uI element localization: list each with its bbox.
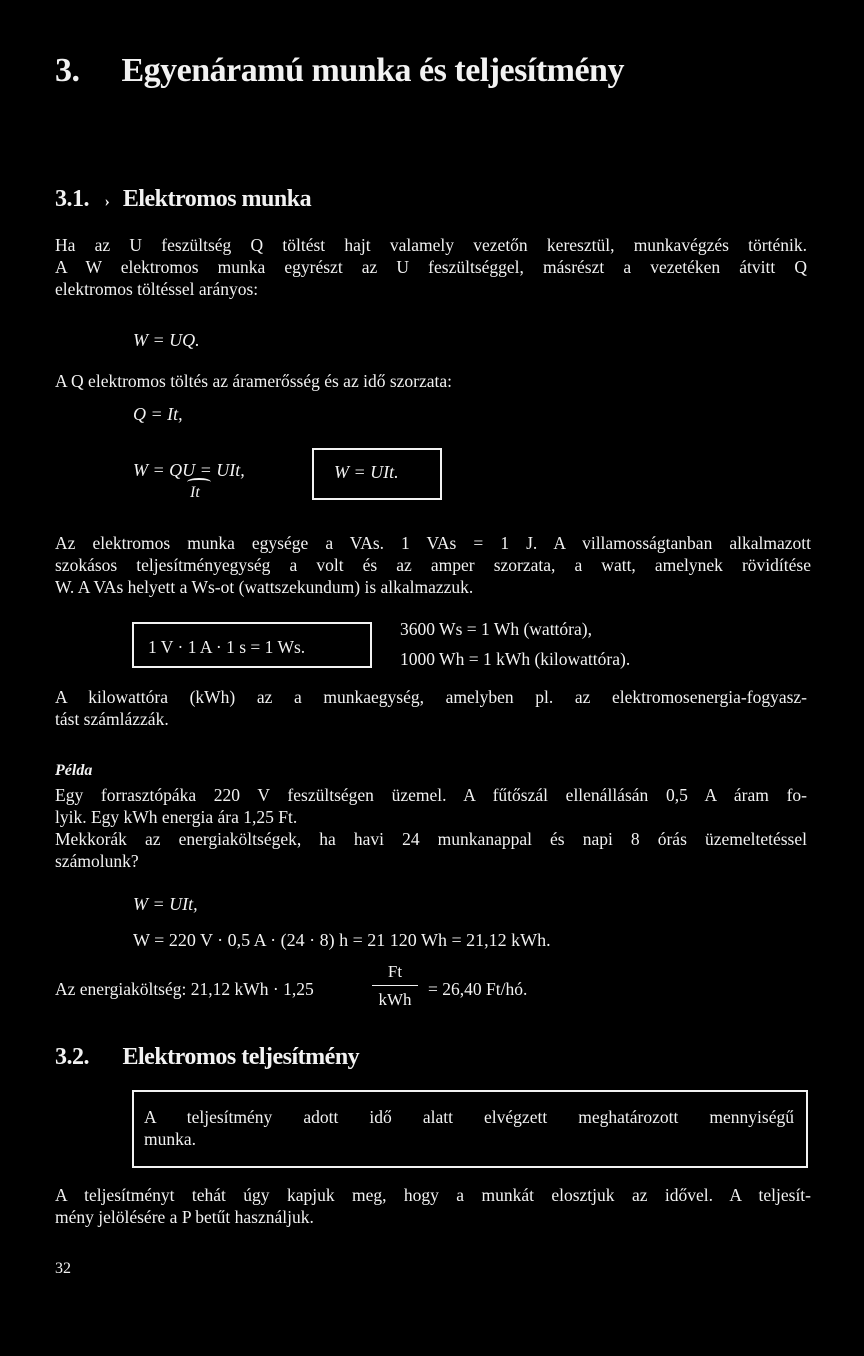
fraction-denominator: kWh <box>378 990 412 1009</box>
section-heading-3-1 <box>55 186 311 213</box>
paragraph-line: szokásos teljesítményegység a volt és az amper szorzata, a watt, amelynek rövidítése <box>55 555 811 575</box>
fraction-bar <box>372 985 418 986</box>
chapter-heading <box>55 52 624 90</box>
definition-line: munka. <box>144 1129 197 1149</box>
section-title: Elektromos munka <box>122 186 312 212</box>
paragraph-line: Ha az U feszültség Q töltést hajt valamely vezetőn keresztül, munkavégzés történik. <box>55 235 807 255</box>
paragraph-charge: A Q elektromos töltés az áramerősség és az idő szorzata: <box>55 371 453 391</box>
unit-box <box>132 622 372 668</box>
definition-line: A teljesítmény adott idő alatt elvégzett meghatározott mennyiségű <box>144 1107 794 1127</box>
section-heading-3-2 <box>55 1044 359 1071</box>
fraction-numerator: Ft <box>387 962 403 981</box>
formula-q-it: Q = It, <box>133 404 183 424</box>
chapter-number: 3. <box>55 52 80 89</box>
section-number: 3.2. <box>55 1044 89 1070</box>
paragraph-line: lyik. Egy kWh energia ára 1,25 Ft. <box>55 807 298 827</box>
formula-w-uq: W = UQ. <box>133 330 200 350</box>
formula-calculation: W = 220 V · 0,5 A · (24 · 8) h = 21 120 Wh = 21,12 kWh. <box>133 930 551 950</box>
paragraph-line: A kilowattóra (kWh) az a munkaegység, amelyben pl. az elektromosenergia-fogyasz- <box>55 687 807 707</box>
bullet-mark: › <box>104 193 110 210</box>
paragraph-line: elektromos töltéssel arányos: <box>55 279 259 299</box>
paragraph-line: Mekkorák az energiaköltségek, ha havi 24 munkanappal és napi 8 órás üzemeltetéssel <box>55 829 807 849</box>
underbrace-label: It <box>190 484 200 501</box>
unit-box-text: 1 V · 1 A · 1 s = 1 Ws. <box>148 637 306 657</box>
paragraph-units <box>55 532 811 598</box>
paragraph-line: Egy forrasztópáka 220 V feszültségen üzemel. A fűtőszál ellenállásán 0,5 A áram fo- <box>55 785 807 805</box>
example-text <box>55 784 807 872</box>
boxed-formula <box>312 448 442 500</box>
paragraph-line: A teljesítményt tehát úgy kapjuk meg, hogy a munkát elosztjuk az idővel. A teljesít- <box>55 1185 811 1205</box>
cost-result: = 26,40 Ft/hó. <box>428 979 528 999</box>
paragraph-line: számolunk? <box>55 851 139 871</box>
example-label: Példa <box>55 762 93 779</box>
section-title: Elektromos teljesítmény <box>122 1044 360 1070</box>
unit-equation-wh: 3600 Ws = 1 Wh (wattóra), <box>400 619 592 639</box>
paragraph-power <box>55 1184 811 1228</box>
definition-box <box>132 1090 808 1168</box>
paragraph-line: tást számlázzák. <box>55 709 169 729</box>
definition-text <box>144 1106 794 1150</box>
section-number: 3.1. <box>55 186 89 212</box>
page-number: 32 <box>55 1260 71 1277</box>
formula-w-qu-uit: W = QU = UIt, <box>133 460 245 480</box>
paragraph-line: Az elektromos munka egysége a VAs. 1 VAs = 1 J. A villamosságtanban alkalmazott <box>55 533 811 553</box>
formula-w-uit: W = UIt, <box>133 894 198 914</box>
cost-prefix: Az energiaköltség: 21,12 kWh · 1,25 <box>55 979 314 999</box>
paragraph-kwh <box>55 686 807 730</box>
unit-equation-kwh: 1000 Wh = 1 kWh (kilowattóra). <box>400 649 631 669</box>
chapter-title: Egyenáramú munka és teljesítmény <box>121 52 624 89</box>
paragraph-intro <box>55 234 807 300</box>
boxed-formula-text: W = UIt. <box>334 462 399 482</box>
paragraph-line: W. A VAs helyett a Ws-ot (wattszekundum) is alkalmazzuk. <box>55 577 474 597</box>
paragraph-line: A W elektromos munka egyrészt az U feszültséggel, másrészt a vezetéken átvitt Q <box>55 257 807 277</box>
paragraph-line: mény jelölésére a P betűt használjuk. <box>55 1207 314 1227</box>
